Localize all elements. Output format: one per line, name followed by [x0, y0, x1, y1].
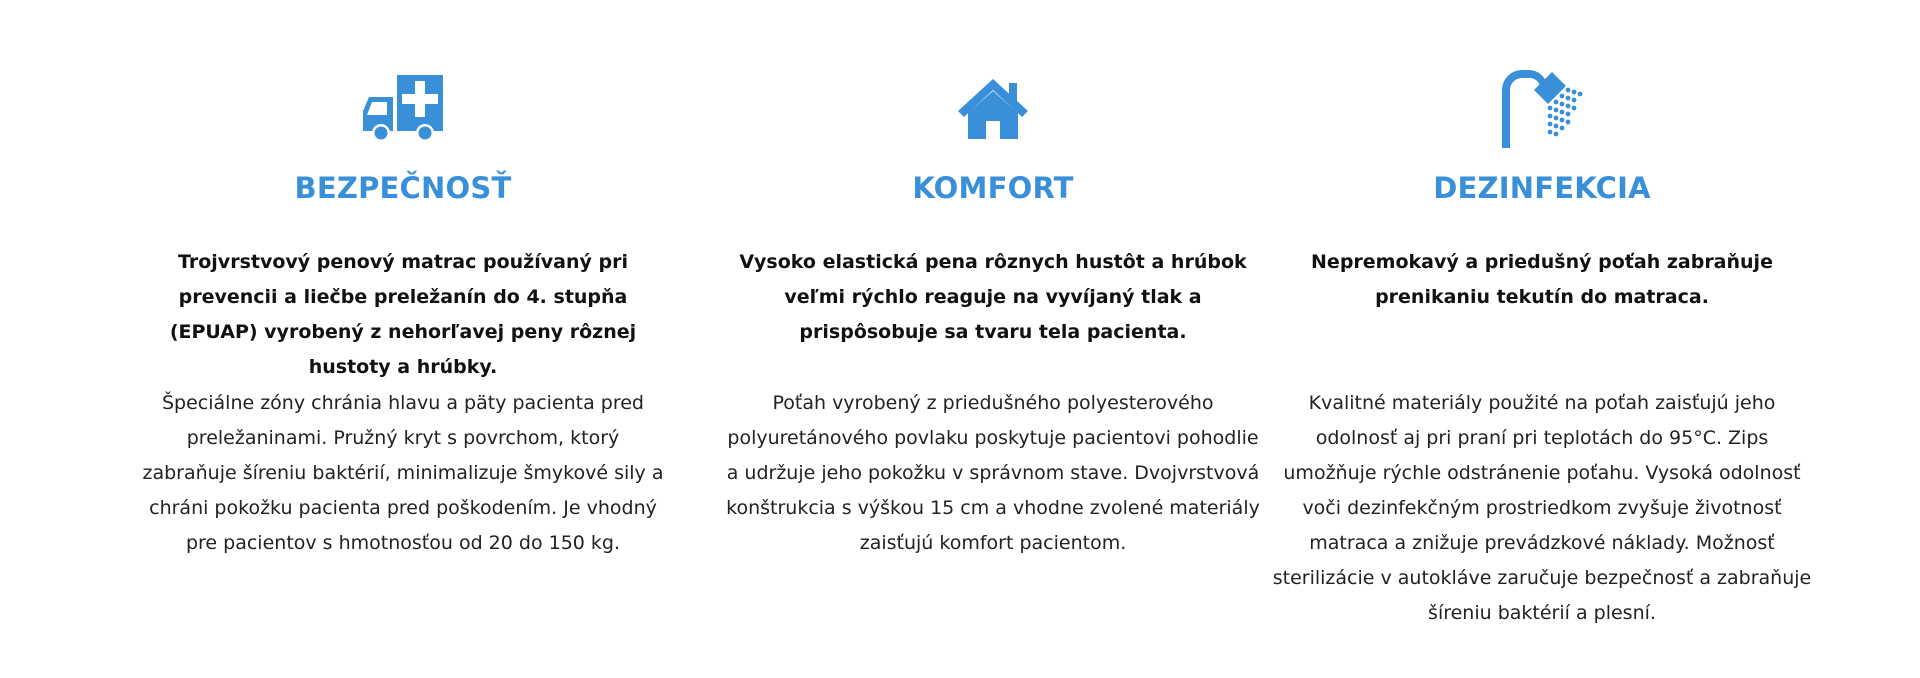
- ambulance-icon: [363, 66, 443, 150]
- feature-body: Poťah vyrobený z priedušného polyesterového polyuretánového povlaku poskytuje pacientovi pohodlie a udržuje jeho pokožku v správnom stave. Dvojvrstvová konštrukcia s výškou 15 cm a vhodne zvolené materiály zaisťujú komfort pacientom.: [726, 392, 1260, 554]
- feature-body: Kvalitné materiály použité na poťah zaisťujú jeho odolnosť aj pri praní pri teplotách do 95°C. Zips umožňuje rýchle odstránenie poťahu. Vysoká odolnosť voči dezinfekčným prostriedkom zvyšuje životnosť matraca a znižuje prevádzkové náklady. Možnosť sterilizácie v autokláve zaručuje bezpečnosť a zabraňuje šíreniu baktérií a plesní.: [1272, 392, 1812, 624]
- feature-body: Špeciálne zóny chránia hlavu a päty pacienta pred preležaninami. Pružný kryt s povrchom, ktorý zabraňuje šíreniu baktérií, minimalizuje šmykové sily a chráni pokožku pacienta pred poškodením. Je vhodný pre pacientov s hmotnosťou od 20 do 150 kg.: [142, 392, 664, 554]
- home-icon: [956, 66, 1030, 150]
- shower-icon: [1500, 66, 1584, 150]
- feature-title: KOMFORT: [912, 171, 1074, 205]
- feature-title: BEZPEČNOSŤ: [294, 171, 512, 205]
- feature-lead: Trojvrstvový penový matrac používaný pri prevencii a liečbe preležanín do 4. stupňa (EPUAP) vyrobený z nehorľavej peny rôznej hustoty a hrúbky.: [169, 251, 637, 378]
- feature-lead: Vysoko elastická pena rôznych hustôt a hrúbok veľmi rýchlo reaguje na vyvíjaný tlak a prispôsobuje sa tvaru tela pacienta.: [739, 251, 1247, 343]
- feature-lead: Nepremokavý a priedušný poťah zabraňuje prenikaniu tekutín do matraca.: [1311, 251, 1773, 308]
- feature-title: DEZINFEKCIA: [1433, 171, 1651, 205]
